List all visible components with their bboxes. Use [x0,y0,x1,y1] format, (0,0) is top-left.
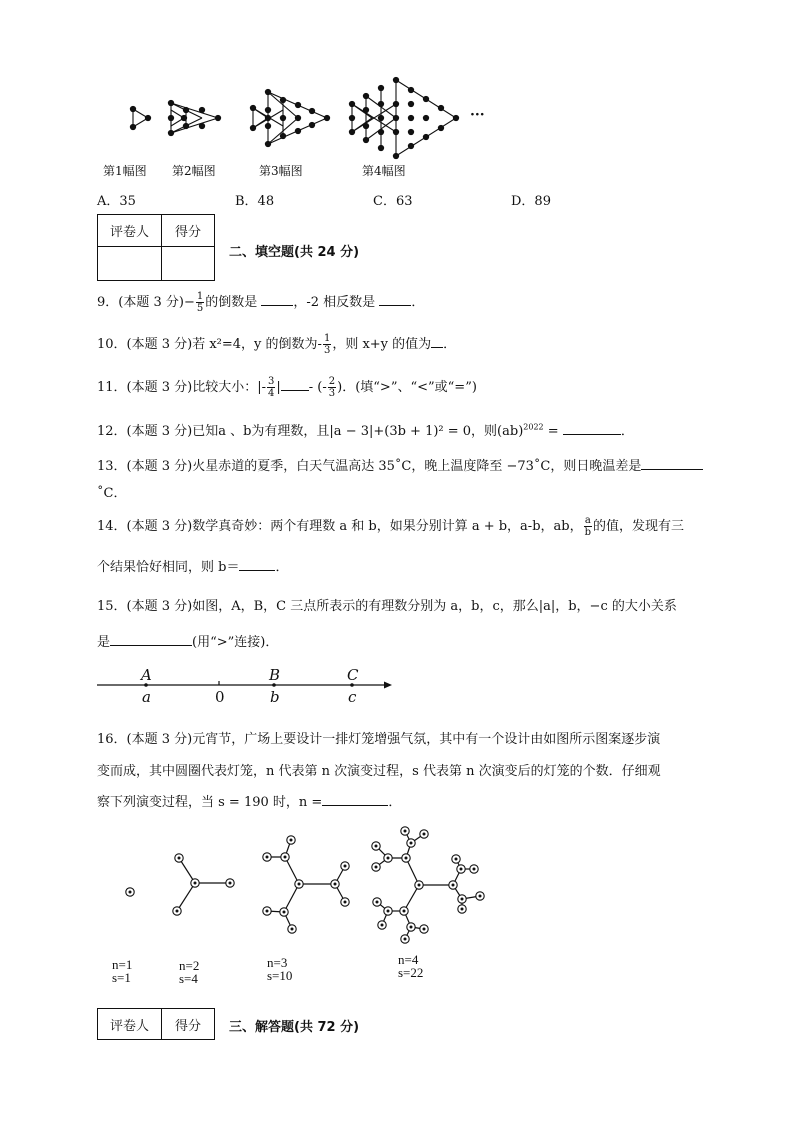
option-c: C．63 [373,194,413,209]
point-a-label: A [141,666,152,684]
caption-n3: n=3 [267,955,288,970]
reviewer-header: 评卷人 [98,215,162,247]
figure-caption-2: 第2幅图 [172,164,216,178]
question-14-line-2: 个结果恰好相同，则 b＝ ． [97,560,289,575]
option-b: B．48 [235,194,275,209]
score-header: 得分 [162,1009,215,1040]
figure-caption-3: 第3幅图 [259,164,303,178]
value-b-label: b [270,688,280,706]
caption-s3: s=10 [267,968,293,983]
caption-s4: s=22 [398,965,424,980]
zero-label: 0 [215,688,225,706]
section-3-title: 三、解答题(共 72 分) [229,1020,360,1035]
question-12: 12．(本题 3 分)已知a 、b为有理数，且|a − 3|+(3b + 1)² = 0，则(ab)$^{2022}$ = ． [97,422,634,439]
section-2-title: 二、填空题(共 24 分) [229,245,360,260]
point-c-label: C [347,666,359,684]
question-13: 13．(本题 3 分)火星赤道的夏季，白天气温高达 35˚C，晚上温度降至 −73˚C，则日晚温差是 [97,455,703,474]
score-table-2 [97,1008,215,1040]
question-16-line-3: 察下列演变过程，当 s = 190 时，n = ． [97,795,402,810]
option-d: D．89 [511,194,551,209]
caption-s2: s=4 [179,971,198,986]
question-15: 15．(本题 3 分)如图，A，B，C 三点所表示的有理数分别为 a，b，c，那么|a|，b，−c 的大小关系 [97,599,677,614]
question-16-line-2: 变而成，其中圆圈代表灯笼，n 代表第 n 次演变过程，s 代表第 n 次演变后的灯笼的个数．仔细观 [97,764,661,779]
question-9: 9．(本题 3 分)− $\frac{1}{5}$ 的倒数是 ，-2 相反数是 ． [97,291,425,314]
ellipsis: ··· [470,107,485,123]
question-14: 14．(本题 3 分)数学真奇妙：两个有理数 a 和 b，如果分别计算 a + b，a-b，ab， $\frac{a}{b}$ 的值，发现有三 [97,515,685,538]
caption-s1: s=1 [112,970,131,985]
figure-caption-4: 第4幅图 [362,164,406,178]
value-a-label: a [142,688,151,706]
question-10: 10．(本题 3 分)若 x²=4，y 的倒数为- $\frac{1}{3}$ ，则 x+y 的值为 ． [97,333,457,356]
figure-caption-1: 第1幅图 [103,164,147,178]
value-c-label: c [348,688,357,706]
caption-n1: n=1 [112,957,133,972]
option-a: A．35 [97,194,136,209]
point-b-label: B [269,666,281,684]
question-16: 16．(本题 3 分)元宵节，广场上要设计一排灯笼增强气氛，其中有一个设计由如图所示图案逐步演 [97,732,661,747]
reviewer-header: 评卷人 [98,1009,162,1040]
caption-n4: n=4 [398,952,419,967]
caption-n2: n=2 [179,958,200,973]
score-header: 得分 [162,215,215,247]
question-15-line-2: 是 (用“>”连接)． [97,635,279,650]
question-13-unit: ˚C． [97,486,127,501]
question-11: 11．(本题 3 分)比较大小：|- $\frac{3}{4}$ | - (- $\frac{2}{3}$ )．(填“>”、“<”或“=”) [97,376,477,399]
